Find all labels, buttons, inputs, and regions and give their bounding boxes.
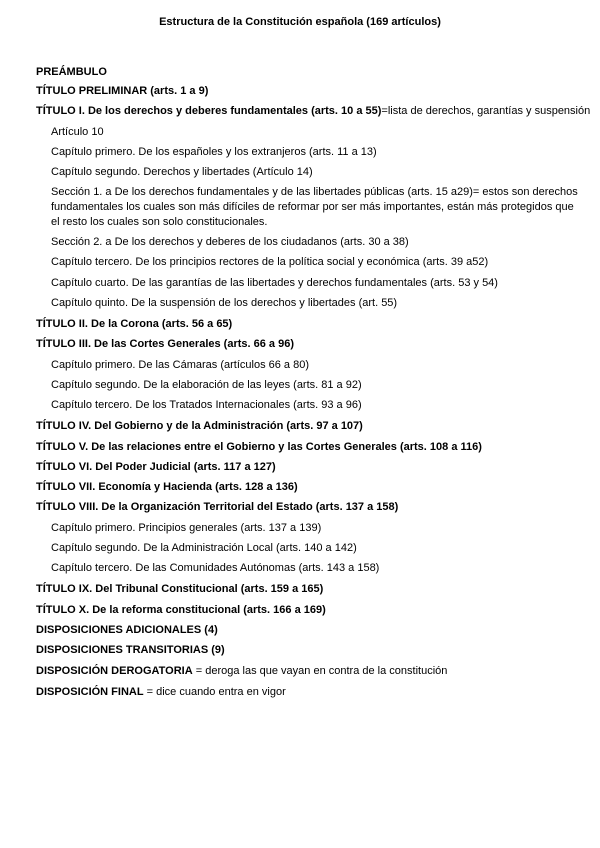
list-item xyxy=(36,480,298,494)
list-item xyxy=(51,125,104,139)
item-text: Capítulo tercero. De las Comunidades Autónomas (arts. 143 a 158) xyxy=(51,562,380,574)
item-text: Capítulo primero. De los españoles y los extranjeros (arts. 11 a 13) xyxy=(51,146,377,158)
document-title: Estructura de la Constitución española (169 artículos) xyxy=(159,16,441,28)
item-heading: DISPOSICIONES ADICIONALES (4) xyxy=(36,624,218,636)
item-text: =lista de derechos, garantías y suspensión xyxy=(381,105,591,117)
item-heading: TÍTULO PRELIMINAR (arts. 1 a 9) xyxy=(36,85,209,97)
list-item xyxy=(51,358,309,372)
item-text: Capítulo primero. Principios generales (arts. 137 a 139) xyxy=(51,522,322,534)
list-item xyxy=(51,165,313,179)
list-item xyxy=(51,276,498,290)
item-text: Artículo 10 xyxy=(51,126,104,138)
list-item xyxy=(51,296,397,310)
list-item xyxy=(51,521,321,535)
item-heading: TÍTULO VII. Economía y Hacienda (arts. 128 a 136) xyxy=(36,481,298,493)
list-item xyxy=(36,440,482,454)
item-heading: TÍTULO III. De las Cortes Generales (arts. 66 a 96) xyxy=(36,338,294,350)
item-heading: DISPOSICIÓN FINAL xyxy=(36,686,144,698)
item-text: Capítulo segundo. De la elaboración de las leyes (arts. 81 a 92) xyxy=(51,379,362,391)
item-heading: TÍTULO IV. Del Gobierno y de la Administración (arts. 97 a 107) xyxy=(36,420,363,432)
item-text: Capítulo segundo. Derechos y libertades (Artículo 14) xyxy=(51,166,313,178)
list-item xyxy=(51,235,409,249)
list-item xyxy=(36,643,225,657)
list-item xyxy=(36,623,218,637)
item-heading: TÍTULO II. De la Corona (arts. 56 a 65) xyxy=(36,318,233,330)
list-item xyxy=(36,582,323,596)
item-heading: TÍTULO IX. Del Tribunal Constitucional (arts. 159 a 165) xyxy=(36,583,324,595)
item-text: Capítulo quinto. De la suspensión de los derechos y libertades (art. 55) xyxy=(51,297,398,309)
list-item xyxy=(36,84,208,98)
list-item xyxy=(36,419,363,433)
list-item xyxy=(51,561,379,575)
item-text: Capítulo tercero. De los principios rectores de la política social y económica (arts. 39 a52) xyxy=(51,256,489,268)
list-item xyxy=(36,337,294,351)
list-item xyxy=(51,378,362,392)
list-item xyxy=(36,460,276,474)
list-item xyxy=(36,664,447,678)
item-heading: TÍTULO VI. Del Poder Judicial (arts. 117 a 127) xyxy=(36,461,276,473)
item-heading: TÍTULO I. De los derechos y deberes fundamentales (arts. 10 a 55) xyxy=(36,105,382,117)
item-heading: TÍTULO VIII. De la Organización Territorial del Estado (arts. 137 a 158) xyxy=(36,501,399,513)
item-text: = dice cuando entra en vigor xyxy=(143,686,286,698)
item-heading: TÍTULO V. De las relaciones entre el Gobierno y las Cortes Generales (arts. 108 a 116) xyxy=(36,441,482,453)
item-text: Capítulo primero. De las Cámaras (artículos 66 a 80) xyxy=(51,359,309,371)
list-item-paragraph xyxy=(51,185,581,230)
list-item xyxy=(36,685,286,699)
item-text: Capítulo cuarto. De las garantías de las libertades y derechos fundamentales (arts. 53 y 54) xyxy=(51,277,498,289)
item-text: Capítulo tercero. De los Tratados Internacionales (arts. 93 a 96) xyxy=(51,399,362,411)
list-item xyxy=(51,398,362,412)
list-item xyxy=(36,500,398,514)
list-item xyxy=(36,317,232,331)
item-text: = deroga las que vayan en contra de la constitución xyxy=(192,665,448,677)
list-item xyxy=(51,145,377,159)
item-heading: TÍTULO X. De la reforma constitucional (arts. 166 a 169) xyxy=(36,604,326,616)
list-item xyxy=(51,541,357,555)
item-text: Capítulo segundo. De la Administración Local (arts. 140 a 142) xyxy=(51,542,357,554)
item-heading: PREÁMBULO xyxy=(36,66,107,78)
list-item xyxy=(36,65,107,79)
item-heading: DISPOSICIÓN DEROGATORIA xyxy=(36,665,193,677)
item-text: Sección 2. a De los derechos y deberes de los ciudadanos (arts. 30 a 38) xyxy=(51,236,409,248)
item-text: Sección 1. a De los derechos fundamentales y de las libertades públicas (arts. 15 a29)= estos son derechos fundamentales los cuales son más difíciles de reformar por ser más importantes, están más protegidos que el resto los cuales son solo constitucionales. xyxy=(51,186,578,228)
list-item xyxy=(51,255,488,269)
list-item xyxy=(36,104,590,118)
item-heading: DISPOSICIONES TRANSITORIAS (9) xyxy=(36,644,225,656)
list-item xyxy=(36,603,326,617)
